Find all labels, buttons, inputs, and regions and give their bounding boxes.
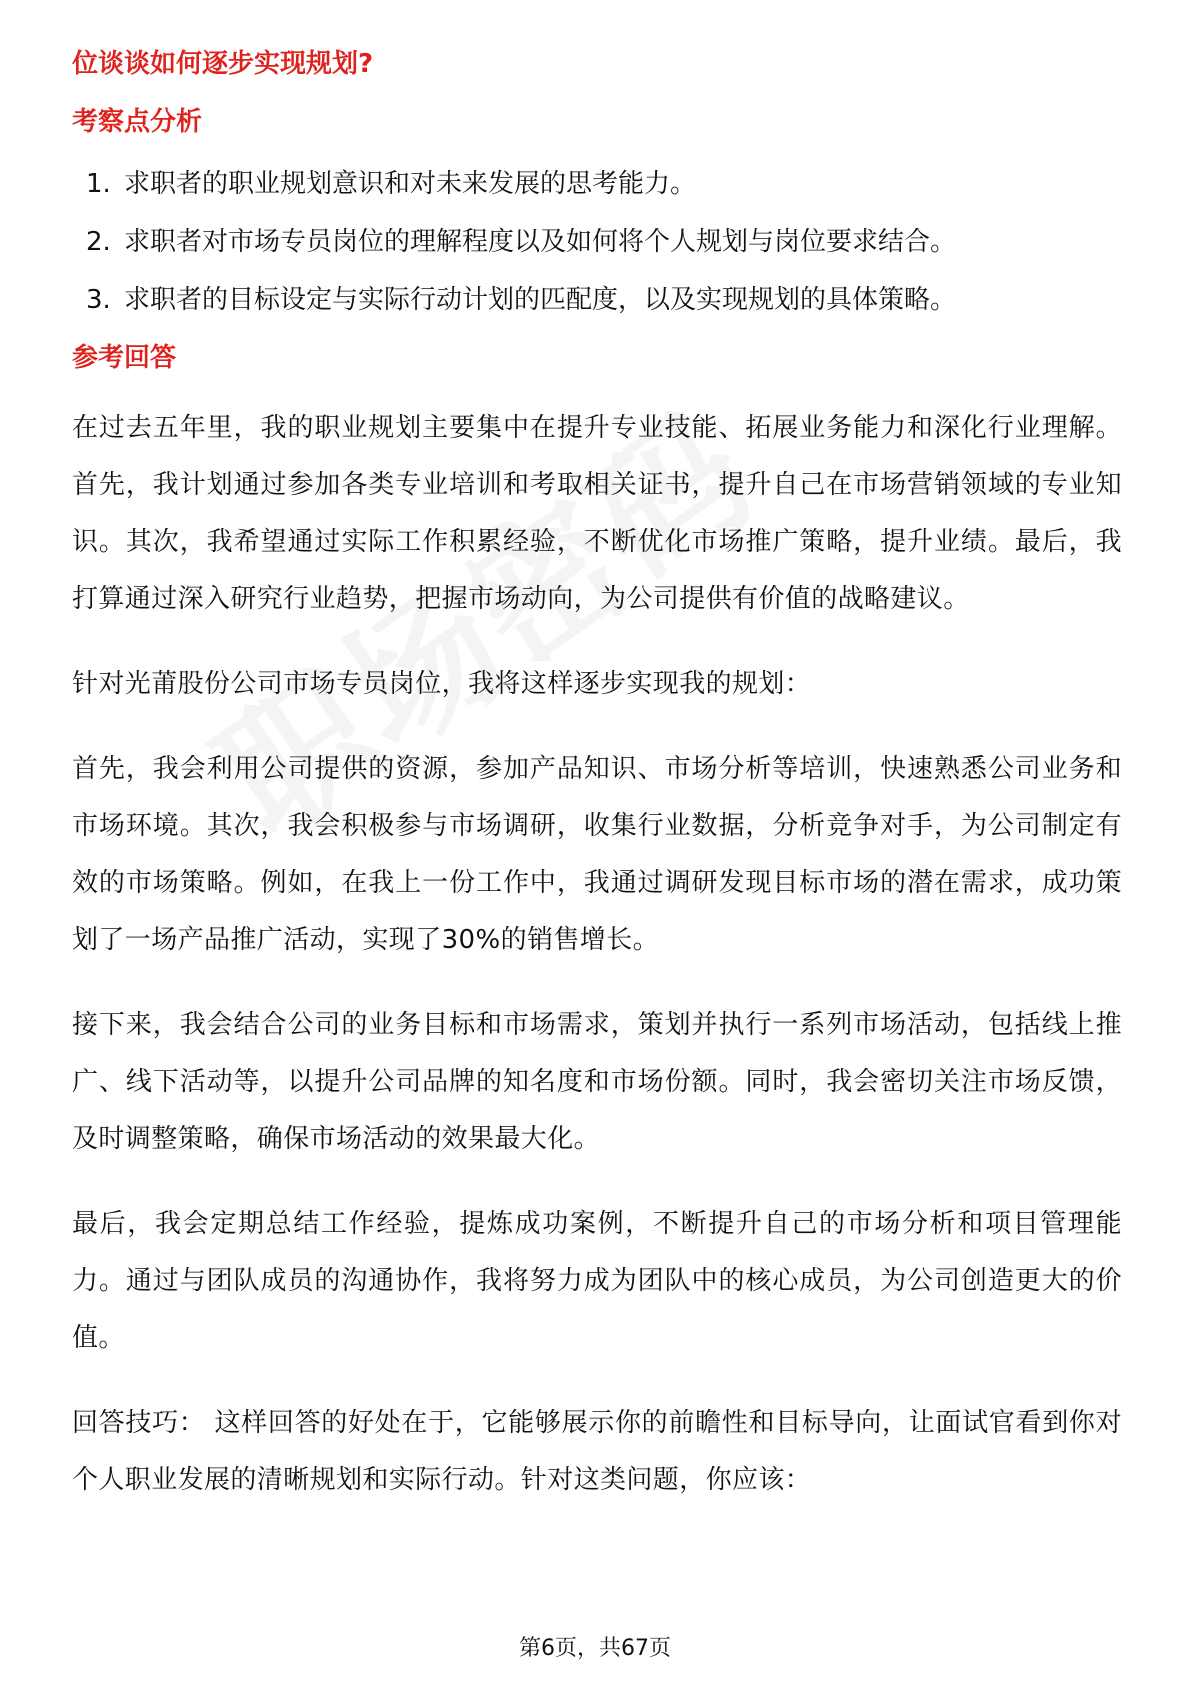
list-item — [86, 222, 1122, 262]
answer-heading: 参考回答 — [72, 343, 177, 373]
answer-paragraph: 首先，我会利用公司提供的资源，参加产品知识、市场分析等培训，快速熟悉公司业务和市场环境。其次，我会积极参与市场调研，收集行业数据，分析竞争对手，为公司制定有效的市场策略。例如，在我上一份工作中，我通过调研发现目标市场的潜在需求，成功策划了一场产品推广活动，实现了30%的销售增长。 — [72, 754, 1122, 955]
answer-paragraph: 在过去五年里，我的职业规划主要集中在提升专业技能、拓展业务能力和深化行业理解。首先，我计划通过参加各类专业培训和考取相关证书，提升自己在市场营销领域的专业知识。其次，我希望通过实际工作积累经验，不断优化市场推广策略，提升业绩。最后，我打算通过深入研究行业趋势，把握市场动向，为公司提供有价值的战略建议。 — [72, 413, 1122, 614]
list-item-number: 3. — [86, 285, 111, 315]
answer-paragraph: 接下来，我会结合公司的业务目标和市场需求，策划并执行一系列市场活动，包括线上推广、线下活动等，以提升公司品牌的知名度和市场份额。同时，我会密切关注市场反馈，及时调整策略，确保市场活动的效果最大化。 — [72, 1010, 1122, 1154]
list-item-text: 求职者的目标设定与实际行动计划的匹配度，以及实现规划的具体策略。 — [124, 285, 957, 315]
list-item-number: 1. — [86, 169, 111, 199]
question-heading: 位谈谈如何逐步实现规划? — [72, 49, 374, 79]
answer-paragraph: 针对光莆股份公司市场专员岗位，我将这样逐步实现我的规划： — [72, 669, 812, 699]
list-item — [86, 280, 1122, 320]
list-item-text: 求职者的职业规划意识和对未来发展的思考能力。 — [124, 169, 697, 199]
list-item — [86, 164, 1122, 204]
analysis-heading: 考察点分析 — [72, 107, 203, 137]
list-item-number: 2. — [86, 227, 111, 257]
answer-tips-paragraph: 回答技巧： 这样回答的好处在于，它能够展示你的前瞻性和目标导向，让面试官看到你对个人职业发展的清晰规划和实际行动。针对这类问题，你应该： — [72, 1408, 1122, 1495]
document-content — [72, 44, 1122, 1537]
list-item-text: 求职者对市场专员岗位的理解程度以及如何将个人规划与岗位要求结合。 — [124, 227, 957, 257]
page-number-footer: 第6页，共67页 — [519, 1636, 671, 1661]
answer-paragraph: 最后，我会定期总结工作经验，提炼成功案例，不断提升自己的市场分析和项目管理能力。通过与团队成员的沟通协作，我将努力成为团队中的核心成员，为公司创造更大的价值。 — [72, 1209, 1122, 1353]
analysis-points-list — [72, 164, 1122, 320]
